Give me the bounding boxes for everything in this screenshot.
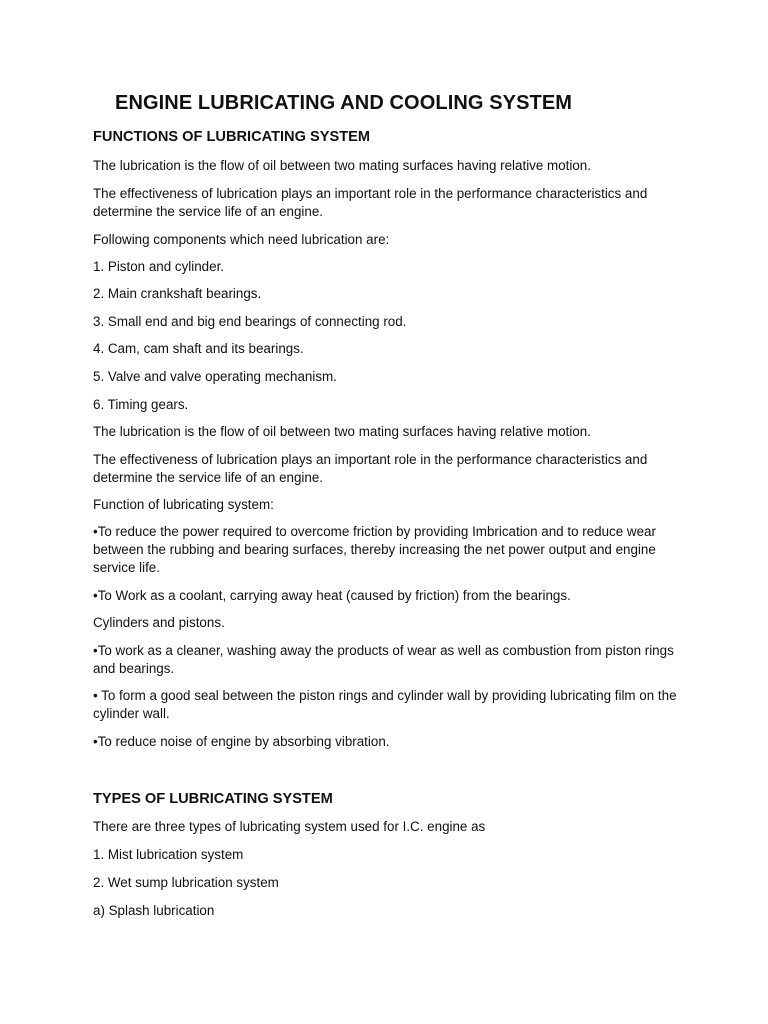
- list-item: 3. Small end and big end bearings of connecting rod.: [93, 314, 407, 329]
- bullet-item: • To form a good seal between the piston rings and cylinder wall by providing lubricating film on the cylinder wall.: [93, 688, 677, 721]
- document-title: ENGINE LUBRICATING AND COOLING SYSTEM: [115, 92, 573, 114]
- list-item: 4. Cam, cam shaft and its bearings.: [93, 341, 304, 356]
- bullet-item: •To reduce the power required to overcome friction by providing Imbrication and to reduce wear between the rubbing and bearing surfaces, thereby increasing the net power output and engine service life.: [93, 524, 656, 575]
- list-item: a) Splash lubrication: [93, 903, 215, 918]
- list-item: 5. Valve and valve operating mechanism.: [93, 369, 337, 384]
- paragraph: The lubrication is the flow of oil between two mating surfaces having relative motion.: [93, 424, 591, 439]
- section-heading-types: TYPES OF LUBRICATING SYSTEM: [93, 791, 333, 807]
- list-item: 2. Wet sump lubrication system: [93, 875, 279, 890]
- list-item: 2. Main crankshaft bearings.: [93, 286, 262, 301]
- paragraph: The effectiveness of lubrication plays an important role in the performance characteristics and determine the service life of an engine.: [93, 186, 648, 219]
- section-heading-functions: FUNCTIONS OF LUBRICATING SYSTEM: [93, 129, 371, 145]
- list-item: 6. Timing gears.: [93, 397, 189, 412]
- bullet-item: •To Work as a coolant, carrying away heat (caused by friction) from the bearings.: [93, 588, 571, 603]
- list-item: 1. Mist lubrication system: [93, 847, 244, 862]
- bullet-item: •To reduce noise of engine by absorbing vibration.: [93, 734, 390, 749]
- paragraph: There are three types of lubricating system used for I.C. engine as: [93, 819, 486, 834]
- paragraph: Function of lubricating system:: [93, 497, 274, 512]
- bullet-item: •To work as a cleaner, washing away the products of wear as well as combustion from piston rings and bearings.: [93, 643, 674, 676]
- paragraph: The lubrication is the flow of oil between two mating surfaces having relative motion.: [93, 158, 591, 173]
- list-item: 1. Piston and cylinder.: [93, 259, 225, 274]
- paragraph: The effectiveness of lubrication plays an important role in the performance characteristics and determine the service life of an engine.: [93, 452, 648, 485]
- paragraph: Cylinders and pistons.: [93, 615, 225, 630]
- paragraph: Following components which need lubrication are:: [93, 232, 390, 247]
